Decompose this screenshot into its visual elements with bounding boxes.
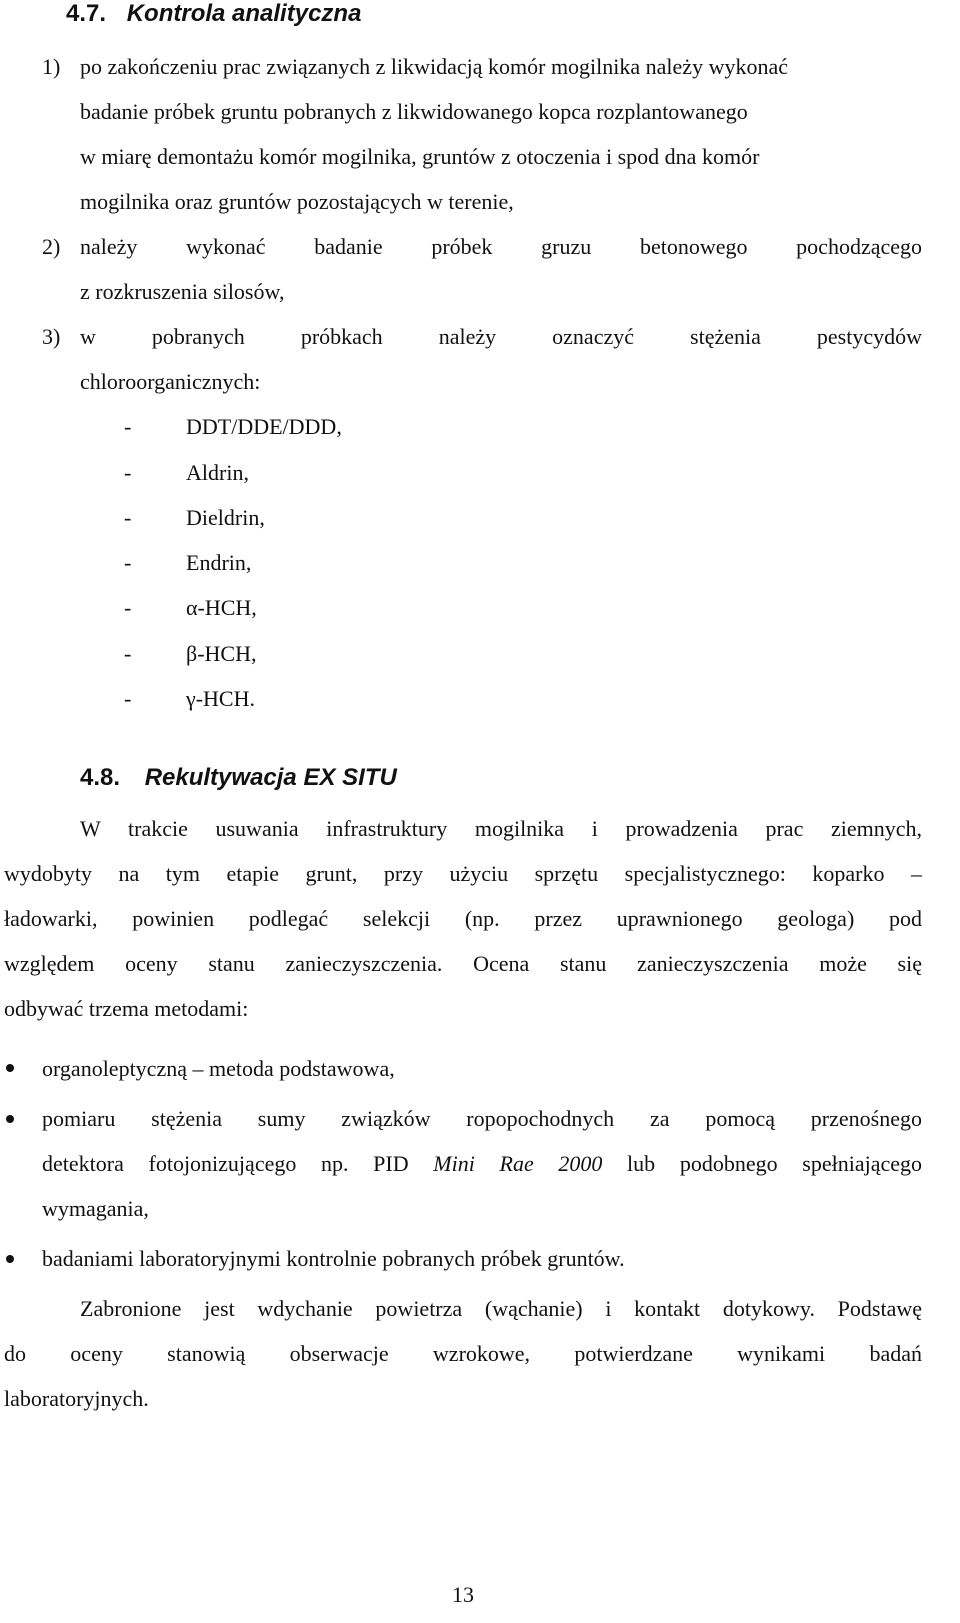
section-title: Rekultywacja EX SITU	[144, 764, 397, 791]
bullet-1-text: organoleptyczną – metoda podstawowa,	[42, 1056, 395, 1081]
item-2-line-2: z rozkruszenia silosów,	[80, 279, 285, 304]
pesticide-item: β-HCH,	[186, 641, 257, 666]
dash-4: -	[124, 550, 132, 575]
section-number: 4.8.	[80, 764, 121, 791]
section-heading-4-8	[80, 764, 397, 792]
para2-line-2: do oceny stanowią obserwacje wzrokowe, potwierdzane wynikami badań	[4, 1341, 922, 1366]
para1-line-3: ładowarki, powinien podlegać selekcji (np. przez uprawnionego geologa) pod	[4, 906, 922, 931]
dash-6: -	[124, 641, 132, 666]
para1-line-2: wydobyty na tym etapie grunt, przy użyciu sprzętu specjalistycznego: koparko –	[4, 861, 922, 886]
para2-line-1: Zabronione jest wdychanie powietrza (wąchanie) i kontakt dotykowy. Podstawę	[80, 1296, 922, 1321]
item-1-line-4: mogilnika oraz gruntów pozostających w terenie,	[80, 189, 514, 214]
bullet-2-line-2	[42, 1151, 922, 1177]
section-number: 4.7.	[66, 0, 107, 27]
section-title: Kontrola analityczna	[126, 0, 362, 27]
dash-5: -	[124, 595, 132, 620]
item-1-line-1: po zakończeniu prac związanych z likwidacją komór mogilnika należy wykonać	[80, 54, 788, 79]
list-marker-2: 2)	[42, 234, 61, 259]
item-3-line-1: w pobranych próbkach należy oznaczyć stężenia pestycydów	[80, 324, 922, 349]
bullet-dot-1	[6, 1064, 14, 1072]
dash-3: -	[124, 505, 132, 530]
pesticide-item: γ-HCH.	[186, 686, 255, 711]
para2-line-3: laboratoryjnych.	[4, 1386, 149, 1411]
bullet-2-line-1: pomiaru stężenia sumy związków ropopochodnych za pomocą przenośnego	[42, 1106, 922, 1131]
para1-line-4: względem oceny stanu zanieczyszczenia. Ocena stanu zanieczyszczenia może się	[4, 951, 922, 976]
dash-7: -	[124, 686, 132, 711]
bullet-2-line-3: wymagania,	[42, 1196, 149, 1221]
para1-line-1: W trakcie usuwania infrastruktury mogilnika i prowadzenia prac ziemnych,	[80, 816, 922, 841]
bullet-2-line-2-pre: detektora fotojonizującego np. PID	[42, 1151, 434, 1176]
section-heading-4-7	[66, 0, 361, 28]
device-name: Mini Rae 2000	[433, 1151, 603, 1176]
pesticide-item: Endrin,	[186, 550, 252, 575]
page-number: 13	[452, 1582, 474, 1607]
pesticide-item: Aldrin,	[186, 460, 249, 485]
bullet-dot-3	[6, 1255, 14, 1263]
item-1-line-2: badanie próbek gruntu pobranych z likwidowanego kopca rozplantowanego	[80, 99, 748, 124]
list-marker-3: 3)	[42, 324, 61, 349]
bullet-dot-2	[6, 1115, 14, 1123]
bullet-3-text: badaniami laboratoryjnymi kontrolnie pobranych próbek gruntów.	[42, 1246, 625, 1271]
pesticide-item: Dieldrin,	[186, 505, 265, 530]
item-3-line-2: chloroorganicznych:	[80, 369, 261, 394]
pesticide-item: α-HCH,	[186, 595, 257, 620]
dash-2: -	[124, 460, 132, 485]
pesticide-item: DDT/DDE/DDD,	[186, 414, 342, 439]
item-2-line-1: należy wykonać badanie próbek gruzu betonowego pochodzącego	[80, 234, 922, 259]
dash-1: -	[124, 414, 132, 439]
para1-line-5: odbywać trzema metodami:	[4, 996, 249, 1021]
bullet-2-line-2-post: lub podobnego spełniającego	[602, 1151, 922, 1176]
list-marker-1: 1)	[42, 54, 61, 79]
item-1-line-3: w miarę demontażu komór mogilnika, gruntów z otoczenia i spod dna komór	[80, 144, 760, 169]
